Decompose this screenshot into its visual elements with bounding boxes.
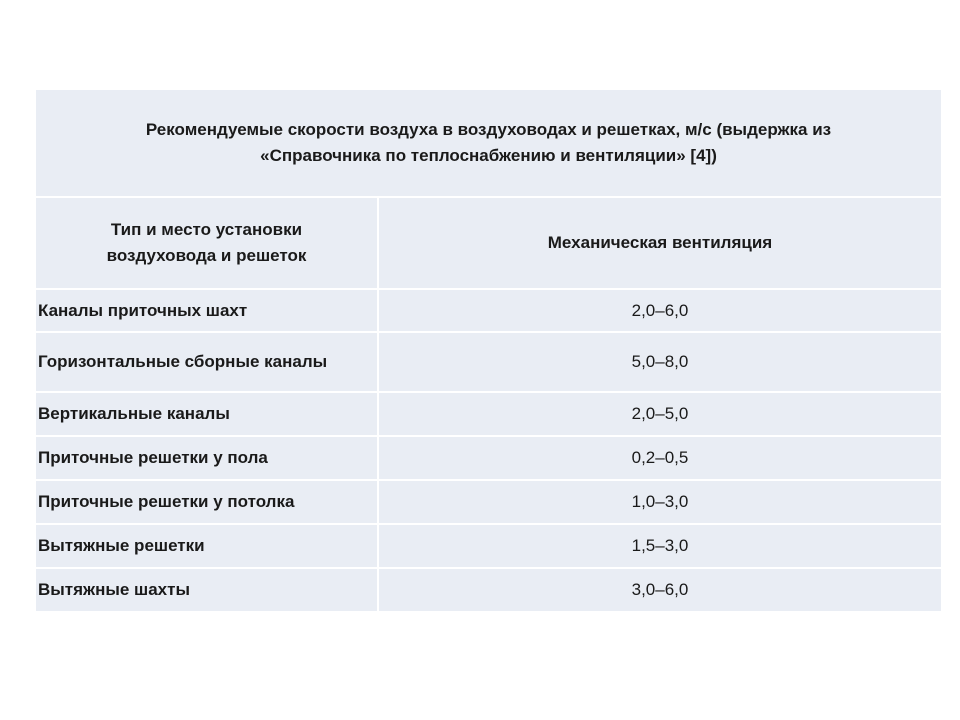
- row-value: 3,0–6,0: [378, 568, 942, 612]
- velocity-table-container: [34, 88, 941, 613]
- column-header-type: [35, 197, 378, 289]
- column-header-type-line-2: воздуховода и решеток: [106, 246, 307, 265]
- row-name: Вытяжные шахты: [35, 568, 378, 612]
- row-name: Вытяжные решетки: [35, 524, 378, 568]
- table-title-line-1: Рекомендуемые скорости воздуха в воздуховодах и решетках, м/с (выдержка из: [145, 120, 832, 139]
- table-header-row: [35, 197, 942, 289]
- table-row: [35, 568, 942, 612]
- row-value: 1,0–3,0: [378, 480, 942, 524]
- column-header-mechanical-ventilation: Механическая вентиляция: [378, 197, 942, 289]
- velocity-table: [34, 88, 943, 613]
- table-row: [35, 436, 942, 480]
- row-name: Приточные решетки у пола: [35, 436, 378, 480]
- table-title-row: [35, 89, 942, 197]
- column-header-type-line-1: Тип и место установки: [110, 220, 303, 239]
- row-name: Приточные решетки у потолка: [35, 480, 378, 524]
- row-value: 2,0–6,0: [378, 289, 942, 332]
- table-title-line-2: «Справочника по теплоснабжению и вентиляции» [4]): [260, 146, 717, 165]
- table-row: [35, 524, 942, 568]
- table-title: [35, 89, 942, 197]
- row-name: Горизонтальные сборные каналы: [35, 332, 378, 392]
- row-value: 5,0–8,0: [378, 332, 942, 392]
- row-name: Каналы приточных шахт: [35, 289, 378, 332]
- table-row: [35, 392, 942, 436]
- table-row: [35, 480, 942, 524]
- row-name: Вертикальные каналы: [35, 392, 378, 436]
- row-value: 0,2–0,5: [378, 436, 942, 480]
- row-value: 2,0–5,0: [378, 392, 942, 436]
- row-value: 1,5–3,0: [378, 524, 942, 568]
- table-row: [35, 289, 942, 332]
- table-row: [35, 332, 942, 392]
